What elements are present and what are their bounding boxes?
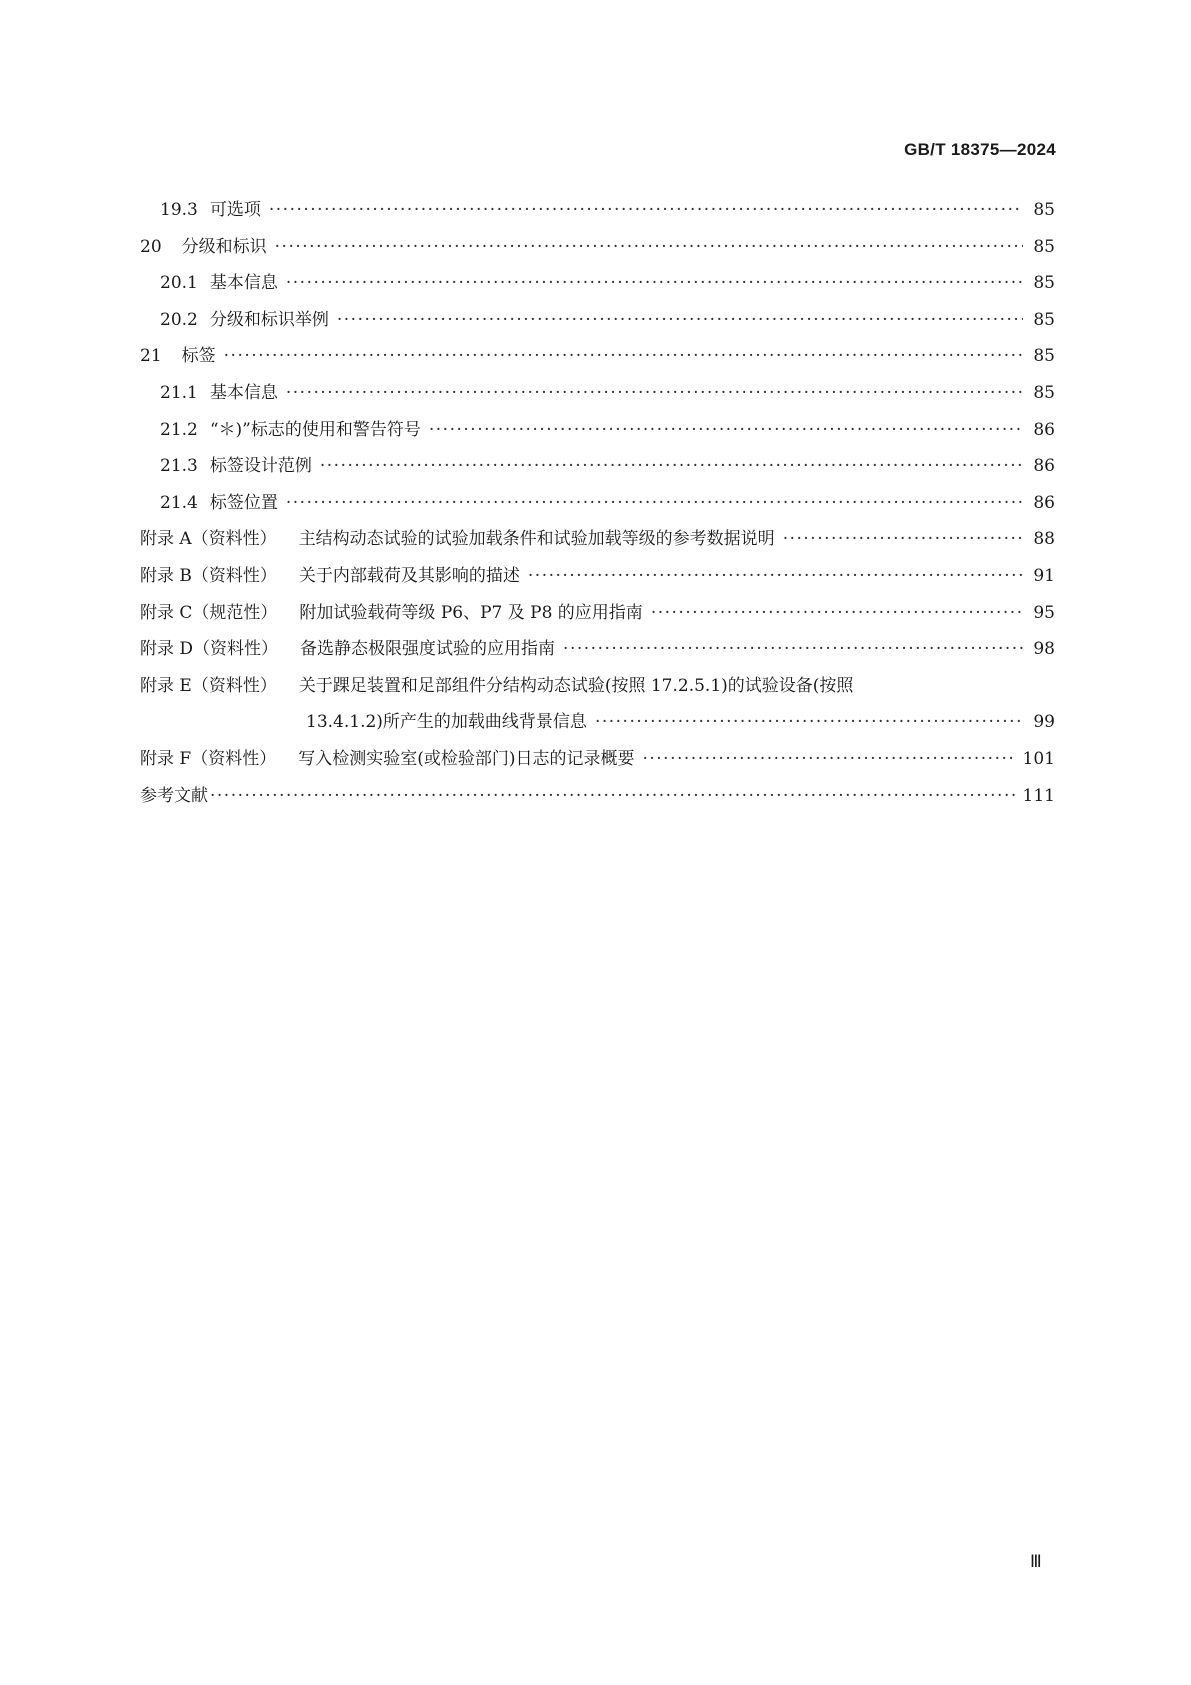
annex-label: 附录 B（资料性） (140, 565, 277, 586)
toc-number: 21.1 (160, 382, 198, 403)
leader-dots (563, 631, 1023, 668)
leader-dots (210, 778, 1015, 815)
toc-number: 21.2 (160, 419, 198, 440)
toc-number: 20.2 (160, 309, 198, 330)
annex-label: 附录 A（资料性） (140, 529, 277, 550)
toc-entry-21[interactable] (140, 338, 1055, 375)
toc-number: 20 (140, 236, 162, 257)
toc-title: 分级和标识举例 (209, 309, 329, 330)
toc-page: 85 (1033, 382, 1055, 403)
toc-entry-21-1[interactable] (140, 375, 1055, 412)
toc-title: 备选静态极限强度试验的应用指南 (300, 639, 556, 660)
toc-entry-21-3[interactable] (140, 448, 1055, 485)
toc-entry-20[interactable] (140, 229, 1055, 266)
toc-entry-20-2[interactable] (140, 302, 1055, 339)
leader-dots (320, 448, 1023, 485)
toc-title: 主结构动态试验的试验加载条件和试验加载等级的参考数据说明 (298, 529, 775, 550)
toc-page: 86 (1033, 419, 1055, 440)
toc-title: 标签位置 (209, 492, 278, 513)
toc-title: 关于踝足装置和足部组件分结构动态试验(按照 17.2.5.1)的试验设备(按照 (298, 675, 854, 696)
toc-page: 85 (1033, 309, 1055, 330)
toc-page: 88 (1033, 529, 1055, 550)
standard-code: GB/T 18375—2024 (904, 140, 1056, 159)
toc-number: 19.3 (160, 200, 198, 220)
toc-title: 参考文献 (140, 785, 208, 806)
leader-dots (286, 485, 1023, 522)
leader-dots (651, 595, 1023, 632)
toc-entry-21-4[interactable] (140, 485, 1055, 522)
toc-entry-annex-a[interactable] (140, 521, 1055, 558)
toc-page: 85 (1033, 200, 1055, 220)
toc-page: 86 (1033, 492, 1055, 513)
leader-dots (783, 521, 1023, 558)
toc-title: 标签设计范例 (209, 456, 312, 477)
toc-page: 85 (1033, 346, 1055, 367)
toc-entry-20-1[interactable] (140, 265, 1055, 302)
annex-label: 附录 E（资料性） (140, 675, 277, 696)
toc-page: 86 (1033, 456, 1055, 477)
toc-page: 85 (1033, 273, 1055, 294)
leader-dots (275, 229, 1023, 266)
toc-title: 附加试验载荷等级 P6、P7 及 P8 的应用指南 (299, 602, 643, 623)
toc-number: 21.3 (160, 456, 198, 477)
toc-title: “＊)”标志的使用和警告符号 (209, 419, 421, 440)
leader-dots (337, 302, 1023, 339)
toc-entry-annex-e[interactable] (140, 668, 1055, 741)
toc-title: 分级和标识 (181, 236, 267, 257)
leader-dots (224, 338, 1023, 375)
toc-title: 标签 (181, 346, 216, 367)
toc-page: 99 (1033, 712, 1055, 733)
toc-title: 可选项 (209, 200, 261, 220)
toc-page: 85 (1033, 236, 1055, 257)
page-number: Ⅲ (1030, 1552, 1042, 1571)
annex-label: 附录 D（资料性） (140, 639, 279, 660)
toc-page: 111 (1022, 785, 1055, 806)
annex-label: 附录 C（规范性） (140, 602, 278, 623)
toc-page: 101 (1022, 748, 1055, 769)
leader-dots (429, 412, 1023, 449)
toc-page: 98 (1033, 639, 1055, 660)
toc-entry-21-2[interactable] (140, 412, 1055, 449)
toc-title-continuation: 13.4.1.2)所产生的加载曲线背景信息 (306, 712, 587, 733)
toc-entry-annex-b[interactable] (140, 558, 1055, 595)
toc-entry-annex-f[interactable] (140, 741, 1055, 778)
toc-title: 基本信息 (209, 273, 278, 294)
leader-dots (642, 741, 1014, 778)
leader-dots (286, 265, 1023, 302)
toc-title: 基本信息 (209, 382, 278, 403)
leader-dots (595, 704, 1023, 741)
toc-title: 关于内部载荷及其影响的描述 (298, 565, 520, 586)
leader-dots (528, 558, 1023, 595)
table-of-contents (140, 192, 1055, 814)
toc-page: 91 (1033, 565, 1055, 586)
toc-title: 写入检测实验室(或检验部门)日志的记录概要 (298, 748, 635, 769)
toc-entry-bibliography[interactable] (140, 778, 1055, 815)
toc-entry-annex-d[interactable] (140, 631, 1055, 668)
annex-label: 附录 F（资料性） (140, 748, 277, 769)
toc-number: 20.1 (160, 273, 198, 294)
leader-dots (286, 375, 1023, 412)
toc-entry-annex-c[interactable] (140, 595, 1055, 632)
toc-page: 95 (1033, 602, 1055, 623)
leader-dots (269, 192, 1023, 229)
toc-entry-19-3[interactable] (140, 192, 1055, 229)
toc-number: 21.4 (160, 492, 198, 513)
toc-number: 21 (140, 346, 162, 367)
